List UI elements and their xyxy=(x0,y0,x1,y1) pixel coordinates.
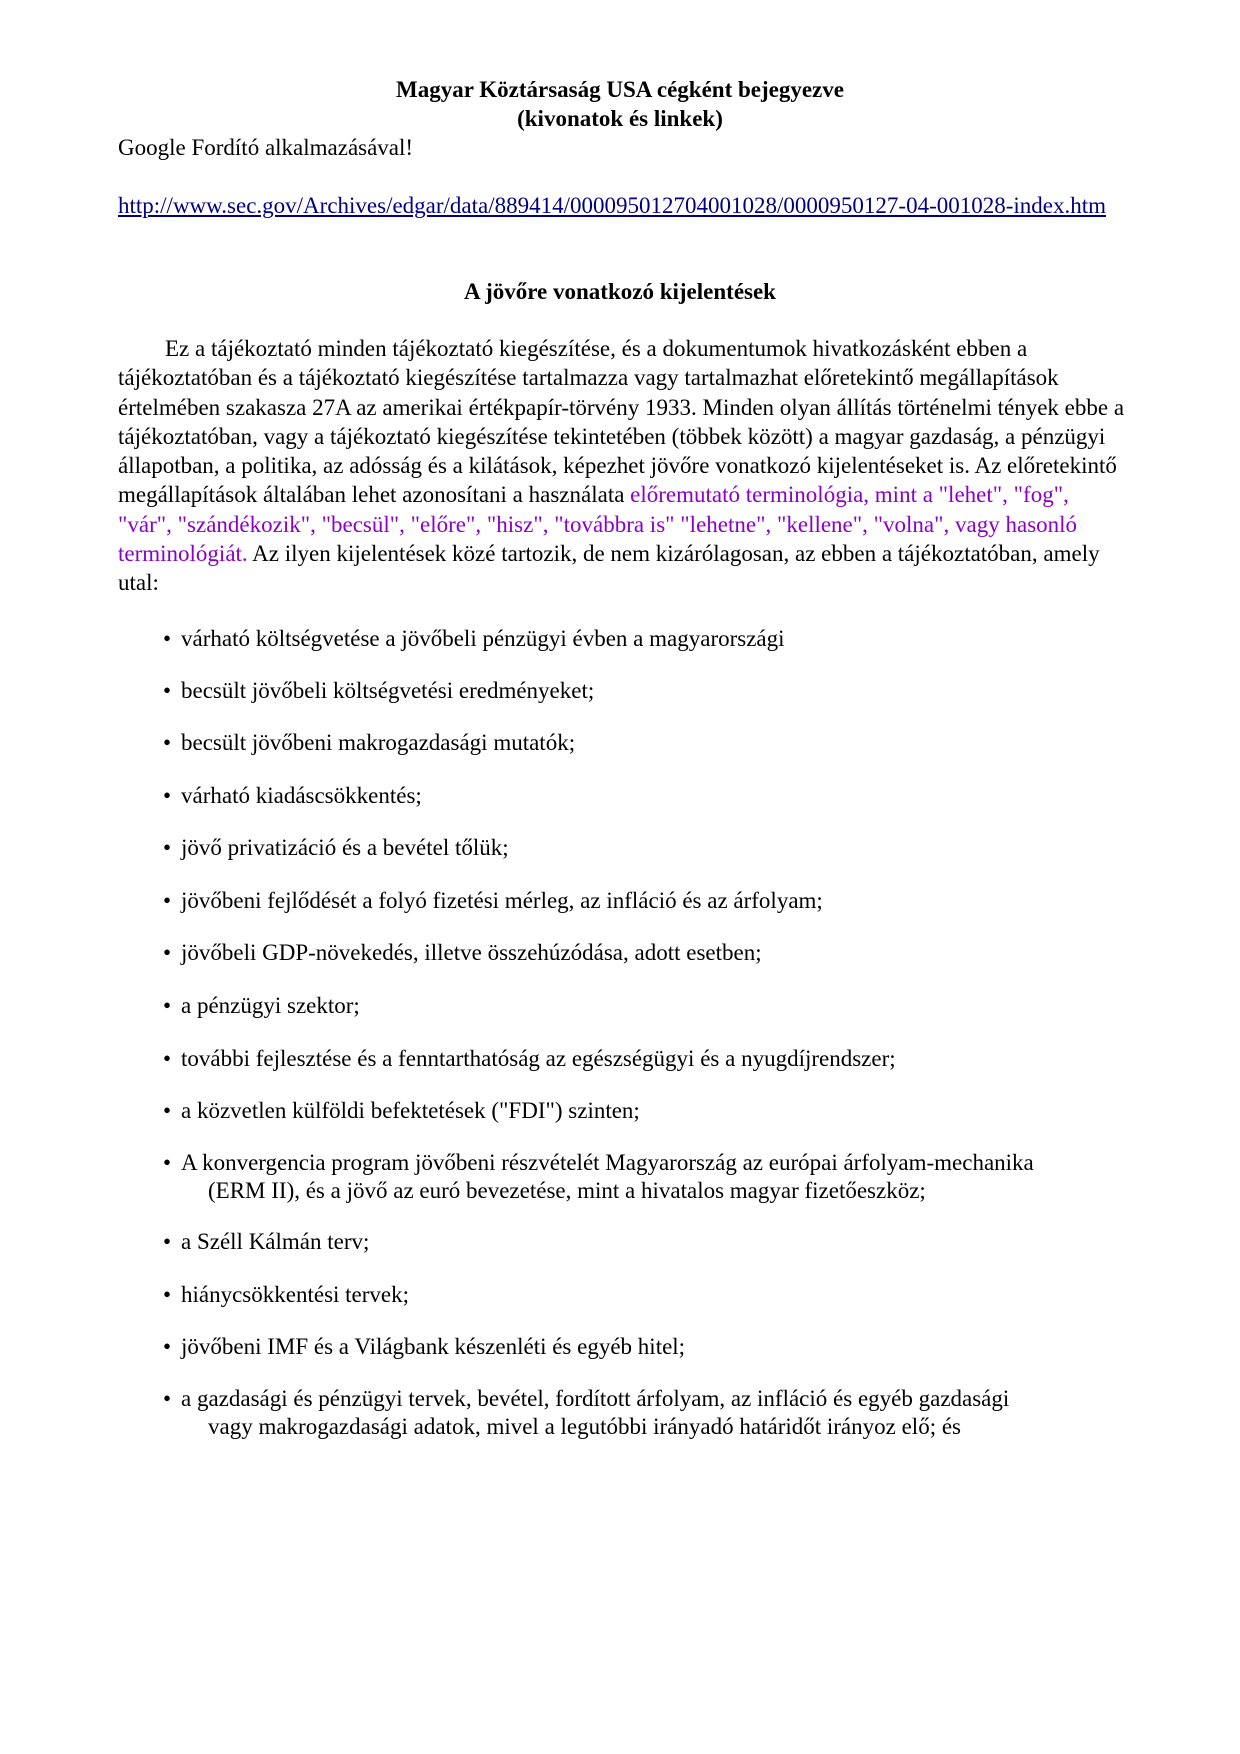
body-paragraph xyxy=(118,334,1128,598)
paragraph-highlight: előremutató terminológia, mint a "lehet", "fog", "vár", "szándékozik", "becsül", "előre", "hisz", "továbbra is" "lehetne", "kellene", "volna", vagy hasonló terminológiát. xyxy=(118,482,1078,567)
list-item xyxy=(163,887,1141,915)
list-item xyxy=(163,834,1141,862)
sec-archive-link[interactable]: http://www.sec.gov/Archives/edgar/data/889414/000095012704001028/0000950127-04-001028-index.htm xyxy=(118,193,1107,218)
bullet-icon: • xyxy=(163,888,172,913)
bullet-icon: • xyxy=(163,783,172,808)
bullet-icon: • xyxy=(163,1150,172,1175)
section-heading: A jövőre vonatkozó kijelentések xyxy=(464,279,776,304)
list-item xyxy=(163,729,1141,757)
document-title: Magyar Köztársaság USA cégként bejegyezve xyxy=(396,77,844,102)
list-item-text: hiánycsökkentési tervek; xyxy=(181,1282,410,1307)
list-item-text: a gazdasági és pénzügyi tervek, bevétel, fordított árfolyam, az infláció és egyéb gazdasági xyxy=(181,1386,1010,1411)
bullet-icon: • xyxy=(163,993,172,1018)
list-item-text: várható költségvetése a jövőbeli pénzügyi évben a magyarországi xyxy=(181,626,785,651)
bullet-icon: • xyxy=(163,678,172,703)
list-item-text-continued: vagy makrogazdasági adatok, mivel a legutóbbi irányadó határidőt irányoz elő; és xyxy=(208,1414,961,1439)
list-item xyxy=(163,939,1141,967)
paragraph-text-2: Az ilyen kijelentések közé tartozik, de nem kizárólagosan, az ebben a tájékoztatóban, amely utal: xyxy=(118,541,1100,596)
bullet-icon: • xyxy=(163,626,172,651)
list-item xyxy=(163,1045,1141,1073)
list-item xyxy=(163,1333,1141,1361)
list-item-text: jövő privatizáció és a bevétel tőlük; xyxy=(181,835,509,860)
list-item-text-continued: (ERM II), és a jövő az euró bevezetése, mint a hivatalos magyar fizetőeszköz; xyxy=(208,1178,926,1203)
list-item-text: a közvetlen külföldi befektetések ("FDI") szinten; xyxy=(181,1098,640,1123)
bullet-icon: • xyxy=(163,940,172,965)
bullet-icon: • xyxy=(163,1282,172,1307)
list-item xyxy=(163,782,1141,810)
bullet-icon: • xyxy=(163,1046,172,1071)
paragraph-text-1: Ez a tájékoztató minden tájékoztató kiegészítése, és a dokumentumok hivatkozásként ebben a tájékoztatóban és a tájékoztató kiegészítése tartalmazza vagy tartalmazhat előretekintő megállapítások értelmében szakasza 27A az amerikai értékpapír-törvény 1933. Minden olyan állítás történelmi tények ebbe a tájékoztatóban, vagy a tájékoztató kiegészítése tekintetében (többek között) a magyar gazdaság, a pénzügyi állapotban, a politika, az adósság és a kilátások, képezhet jövőre vonatkozó kijelentéseket is. Az előretekintő megállapítások általában lehet azonosítani a használata xyxy=(118,336,1125,508)
list-item xyxy=(163,1228,1141,1256)
bullet-icon: • xyxy=(163,1386,172,1411)
list-item xyxy=(163,1281,1141,1309)
list-item-text: jövőbeli GDP-növekedés, illetve összehúzódása, adott esetben; xyxy=(181,940,762,965)
list-item-text: becsült jövőbeli költségvetési eredményeket; xyxy=(181,678,595,703)
bullet-icon: • xyxy=(163,1098,172,1123)
list-item-text: további fejlesztése és a fenntarthatóság az egészségügyi és a nyugdíjrendszer; xyxy=(181,1046,896,1071)
list-item-text: becsült jövőbeni makrogazdasági mutatók; xyxy=(181,730,576,755)
list-item-text: a Széll Kálmán terv; xyxy=(181,1229,370,1254)
bullet-icon: • xyxy=(163,1334,172,1359)
bullet-icon: • xyxy=(163,730,172,755)
document-subtitle: (kivonatok és linkek) xyxy=(517,106,723,131)
list-item-text: A konvergencia program jövőbeni részvételét Magyarország az európai árfolyam-mechanika xyxy=(181,1150,1034,1175)
bullet-icon: • xyxy=(163,835,172,860)
list-item-text: jövőbeni IMF és a Világbank készenléti és egyéb hitel; xyxy=(181,1334,686,1359)
bullet-icon: • xyxy=(163,1229,172,1254)
list-item xyxy=(163,677,1141,705)
list-item xyxy=(163,1097,1141,1125)
list-item xyxy=(163,1149,1141,1205)
list-item xyxy=(163,992,1141,1020)
list-item xyxy=(163,1385,1141,1441)
list-item-text: a pénzügyi szektor; xyxy=(181,993,360,1018)
list-item-text: várható kiadáscsökkentés; xyxy=(181,783,422,808)
translator-note: Google Fordító alkalmazásával! xyxy=(118,135,414,160)
list-item xyxy=(163,625,1141,653)
list-item-text: jövőbeni fejlődését a folyó fizetési mérleg, az infláció és az árfolyam; xyxy=(181,888,823,913)
